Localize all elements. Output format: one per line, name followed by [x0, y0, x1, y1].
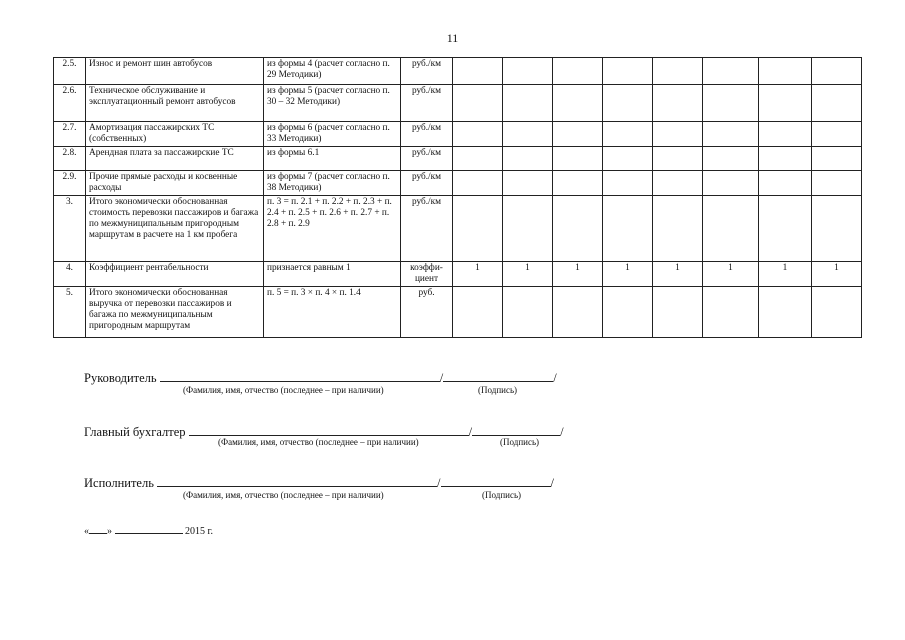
day-field-line	[89, 524, 107, 534]
row-value	[653, 122, 703, 147]
sign-field-line	[441, 474, 551, 487]
row-value: 1	[812, 262, 862, 287]
row-value	[603, 196, 653, 262]
row-unit: руб.	[401, 287, 453, 338]
row-value	[553, 171, 603, 196]
row-value	[453, 85, 503, 122]
name-field-line	[160, 369, 440, 382]
row-number: 5.	[54, 287, 86, 338]
row-number: 3.	[54, 196, 86, 262]
row-value	[759, 147, 812, 171]
row-value	[603, 147, 653, 171]
row-value	[653, 58, 703, 85]
signature-accountant-label: Главный бухгалтер	[84, 425, 186, 439]
row-value	[703, 147, 759, 171]
table-row	[54, 171, 862, 196]
row-source: из формы 6.1	[264, 147, 401, 171]
row-value	[653, 85, 703, 122]
page-number: 11	[446, 31, 459, 45]
row-unit: руб./км	[401, 147, 453, 171]
row-value	[503, 85, 553, 122]
name-hint: (Фамилия, имя, отчество (последнее – при наличии)	[183, 385, 384, 395]
row-name: Коэффициент рентабельности	[86, 262, 264, 287]
sign-hint: (Подпись)	[478, 385, 518, 395]
row-value	[453, 196, 503, 262]
row-source: п. 3 = п. 2.1 + п. 2.2 + п. 2.3 + п. 2.4 + п. 2.5 + п. 2.6 + п. 2.7 + п. 2.8 + п. 2.9	[264, 196, 401, 262]
row-value	[603, 58, 653, 85]
row-value	[503, 196, 553, 262]
row-source: из формы 6 (расчет согласно п. 33 Методики)	[264, 122, 401, 147]
row-value	[553, 287, 603, 338]
row-value	[603, 85, 653, 122]
row-value	[703, 287, 759, 338]
row-value	[603, 122, 653, 147]
signature-head-line: Руководитель / /	[84, 371, 557, 385]
row-value	[812, 196, 862, 262]
table-row	[54, 196, 862, 262]
row-name: Арендная плата за пассажирские ТС	[86, 147, 264, 171]
row-value	[812, 85, 862, 122]
row-unit: руб./км	[401, 122, 453, 147]
signature-executor-line: Исполнитель / /	[84, 476, 555, 490]
signature-accountant-line: Главный бухгалтер / /	[84, 425, 564, 439]
row-name: Итого экономически обоснованная стоимость перевозки пассажиров и багажа по межмуниципальным пригородным маршрутам в расчете на 1 км пробега	[86, 196, 264, 262]
row-unit: руб./км	[401, 171, 453, 196]
row-value	[759, 58, 812, 85]
row-value	[759, 85, 812, 122]
table-row	[54, 287, 862, 338]
row-value	[503, 287, 553, 338]
table-row	[54, 122, 862, 147]
row-value: 1	[553, 262, 603, 287]
date-line	[84, 524, 213, 537]
row-value	[759, 196, 812, 262]
name-hint: (Фамилия, имя, отчество (последнее – при наличии)	[218, 437, 419, 447]
row-source: из формы 4 (расчет согласно п. 29 Методики)	[264, 58, 401, 85]
row-number: 4.	[54, 262, 86, 287]
cost-calculation-table	[53, 57, 862, 338]
row-name: Техническое обслуживание и эксплуатационный ремонт автобусов	[86, 85, 264, 122]
name-hint: (Фамилия, имя, отчество (последнее – при наличии)	[183, 490, 384, 500]
table-row	[54, 58, 862, 85]
row-source: признается равным 1	[264, 262, 401, 287]
row-unit: руб./км	[401, 58, 453, 85]
row-value: 1	[759, 262, 812, 287]
row-value: 1	[603, 262, 653, 287]
row-value	[453, 147, 503, 171]
date-open-quote: «	[84, 526, 89, 537]
row-value	[503, 122, 553, 147]
row-value: 1	[453, 262, 503, 287]
row-value	[812, 58, 862, 85]
row-value	[503, 58, 553, 85]
row-value	[453, 287, 503, 338]
row-number: 2.9.	[54, 171, 86, 196]
table-row	[54, 147, 862, 171]
sign-field-line	[472, 423, 560, 436]
row-number: 2.8.	[54, 147, 86, 171]
row-value	[812, 122, 862, 147]
signature-head-label: Руководитель	[84, 371, 157, 385]
row-value: 1	[653, 262, 703, 287]
row-value	[503, 171, 553, 196]
row-unit: коэффи-циент	[401, 262, 453, 287]
row-value	[553, 147, 603, 171]
row-value	[653, 196, 703, 262]
name-field-line	[189, 423, 469, 436]
row-value	[759, 287, 812, 338]
month-field-line	[115, 524, 183, 534]
row-value: 1	[503, 262, 553, 287]
signature-executor-label: Исполнитель	[84, 476, 154, 490]
row-value	[759, 171, 812, 196]
row-value	[812, 287, 862, 338]
row-value	[553, 122, 603, 147]
row-name: Амортизация пассажирских ТС (собственных)	[86, 122, 264, 147]
row-value	[453, 171, 503, 196]
row-value	[703, 122, 759, 147]
row-value	[812, 147, 862, 171]
sign-hint: (Подпись)	[482, 490, 522, 500]
row-source: п. 5 = п. 3 × п. 4 × п. 1.4	[264, 287, 401, 338]
row-value	[503, 147, 553, 171]
row-value	[603, 171, 653, 196]
row-value	[703, 196, 759, 262]
row-number: 2.5.	[54, 58, 86, 85]
row-value	[453, 122, 503, 147]
row-name: Итого экономически обоснованная выручка от перевозки пассажиров и багажа по межмуниципальным пригородным маршрутам	[86, 287, 264, 338]
row-value	[653, 287, 703, 338]
name-field-line	[157, 474, 437, 487]
row-value	[453, 58, 503, 85]
date-year: 2015 г.	[185, 526, 213, 537]
row-value	[653, 147, 703, 171]
row-unit: руб./км	[401, 85, 453, 122]
table-row	[54, 85, 862, 122]
row-value	[653, 171, 703, 196]
row-name: Износ и ремонт шин автобусов	[86, 58, 264, 85]
row-value	[703, 171, 759, 196]
row-number: 2.6.	[54, 85, 86, 122]
row-value	[603, 287, 653, 338]
row-value	[759, 122, 812, 147]
row-value	[553, 58, 603, 85]
row-value	[703, 58, 759, 85]
row-number: 2.7.	[54, 122, 86, 147]
sign-field-line	[443, 369, 553, 382]
date-close-quote: »	[107, 526, 112, 537]
row-name: Прочие прямые расходы и косвенные расходы	[86, 171, 264, 196]
table-row	[54, 262, 862, 287]
sign-hint: (Подпись)	[500, 437, 540, 447]
row-source: из формы 7 (расчет согласно п. 38 Методики)	[264, 171, 401, 196]
row-source: из формы 5 (расчет согласно п. 30 – 32 Методики)	[264, 85, 401, 122]
row-value	[553, 85, 603, 122]
row-value	[703, 85, 759, 122]
row-value	[812, 171, 862, 196]
row-value: 1	[703, 262, 759, 287]
row-value	[553, 196, 603, 262]
row-unit: руб./км	[401, 196, 453, 262]
